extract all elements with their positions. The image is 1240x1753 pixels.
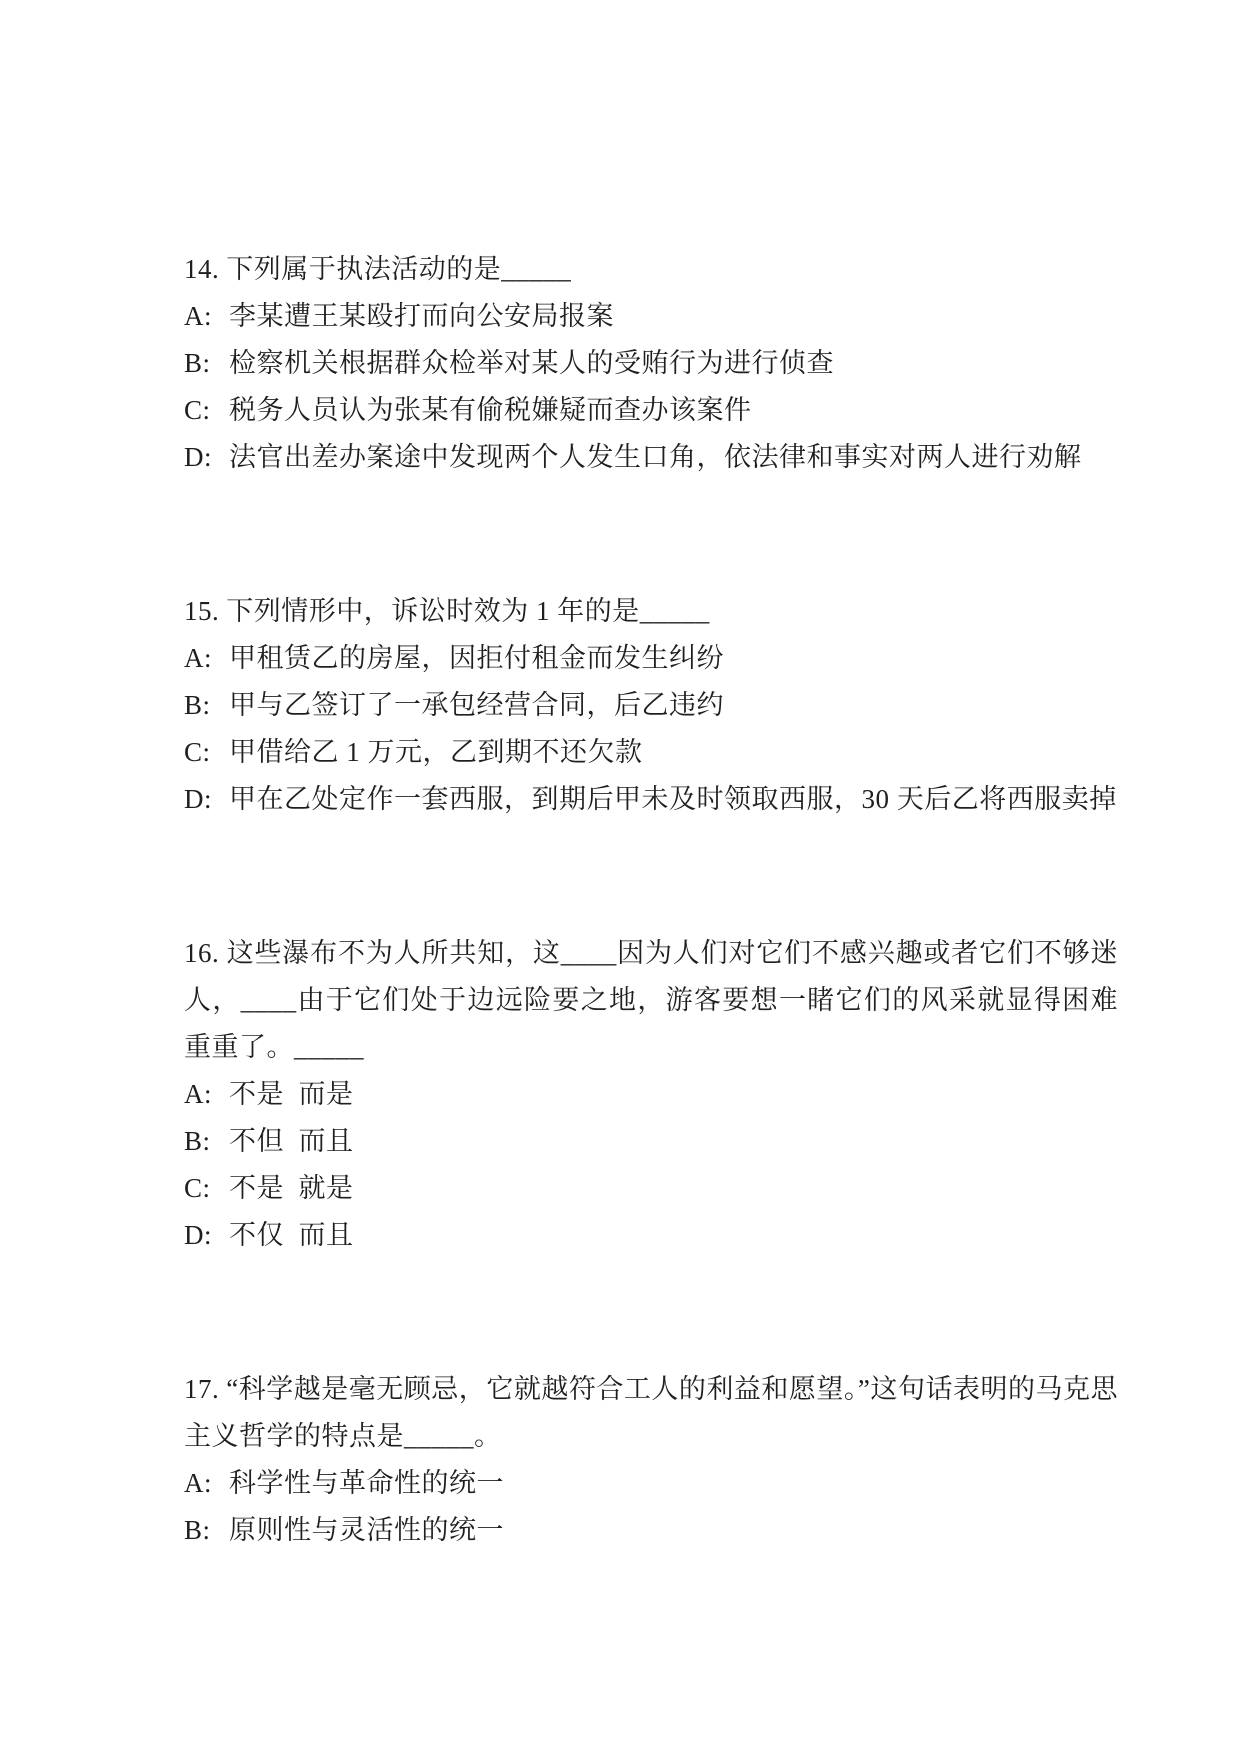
option-text: 不是 而是 xyxy=(229,1079,354,1109)
question-stem-text: 下列情形中，诉讼时效为 1 年的是_____ xyxy=(226,596,710,626)
option-label: D: xyxy=(184,442,212,472)
question-stem xyxy=(184,246,1118,293)
option-text: 甲租赁乙的房屋，因拒付租金而发生纠纷 xyxy=(229,643,724,673)
option-label: A: xyxy=(184,643,212,673)
option-row xyxy=(184,1071,1118,1118)
option-row xyxy=(184,1165,1118,1212)
question-number: 15. xyxy=(184,596,220,626)
option-label: B: xyxy=(184,348,211,378)
option-label: D: xyxy=(184,784,212,814)
question-number: 16. xyxy=(184,938,220,968)
option-label: D: xyxy=(184,1220,212,1250)
option-label: A: xyxy=(184,301,212,331)
question-block-15 xyxy=(184,588,1118,823)
option-row xyxy=(184,1118,1118,1165)
option-row xyxy=(184,387,1118,434)
option-row xyxy=(184,293,1118,340)
option-row xyxy=(184,635,1118,682)
option-label: B: xyxy=(184,690,211,720)
question-number: 14. xyxy=(184,254,220,284)
option-label: B: xyxy=(184,1515,211,1545)
option-text: 税务人员认为张某有偷税嫌疑而查办该案件 xyxy=(229,395,752,425)
question-stem-text: 这些瀑布不为人所共知，这____因为人们对它们不感兴趣或者它们不够迷人，____由于它们处于边远险要之地，游客要想一睹它们的风采就显得困难重重了。_____ xyxy=(184,938,1118,1062)
question-block-17 xyxy=(184,1366,1118,1554)
question-stem xyxy=(184,1366,1118,1460)
question-stem xyxy=(184,930,1118,1071)
option-text: 甲借给乙 1 万元，乙到期不还欠款 xyxy=(229,737,643,767)
option-row xyxy=(184,1460,1118,1507)
option-text: 甲在乙处定作一套西服，到期后甲未及时领取西服，30 天后乙将西服卖掉 xyxy=(229,784,1117,814)
question-stem xyxy=(184,588,1118,635)
option-text: 不但 而且 xyxy=(229,1126,354,1156)
option-row xyxy=(184,1507,1118,1554)
option-row xyxy=(184,340,1118,387)
option-text: 科学性与革命性的统一 xyxy=(229,1468,504,1498)
question-block-14 xyxy=(184,246,1118,481)
option-label: A: xyxy=(184,1468,212,1498)
option-label: C: xyxy=(184,1173,211,1203)
option-label: B: xyxy=(184,1126,211,1156)
option-text: 检察机关根据群众检举对某人的受贿行为进行侦查 xyxy=(229,348,834,378)
question-stem-text: “科学越是毫无顾忌，它就越符合工人的利益和愿望。”这句话表明的马克思主义哲学的特点是_____。 xyxy=(184,1374,1118,1451)
question-block-16 xyxy=(184,930,1118,1259)
option-text: 不仅 而且 xyxy=(229,1220,354,1250)
option-text: 法官出差办案途中发现两个人发生口角，依法律和事实对两人进行劝解 xyxy=(229,442,1082,472)
option-label: A: xyxy=(184,1079,212,1109)
question-number: 17. xyxy=(184,1374,220,1404)
option-label: C: xyxy=(184,395,211,425)
option-label: C: xyxy=(184,737,211,767)
option-row xyxy=(184,729,1118,776)
option-row xyxy=(184,1212,1118,1259)
option-row xyxy=(184,434,1118,481)
option-row xyxy=(184,776,1118,823)
option-text: 甲与乙签订了一承包经营合同，后乙违约 xyxy=(229,690,724,720)
option-row xyxy=(184,682,1118,729)
option-text: 原则性与灵活性的统一 xyxy=(229,1515,504,1545)
option-text: 不是 就是 xyxy=(229,1173,354,1203)
exam-document-page xyxy=(184,0,1118,1554)
option-text: 李某遭王某殴打而向公安局报案 xyxy=(229,301,614,331)
question-stem-text: 下列属于执法活动的是_____ xyxy=(226,254,572,284)
